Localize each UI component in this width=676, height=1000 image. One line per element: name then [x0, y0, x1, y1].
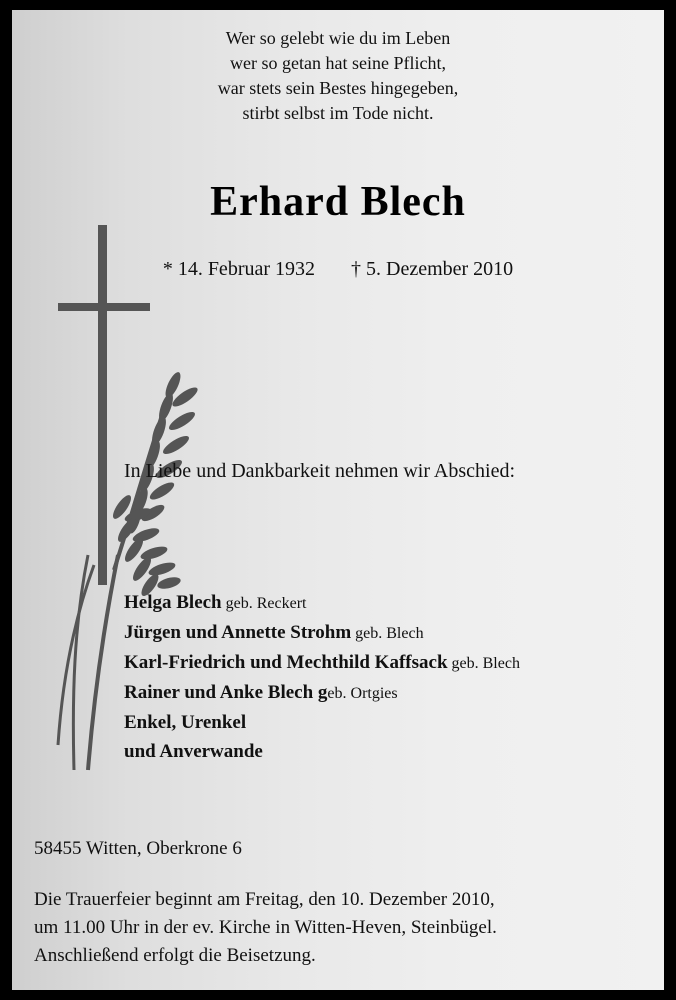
- verse-line: Wer so gelebt wie du im Leben: [225, 28, 451, 48]
- survivor-maiden: eb. Ortgies: [327, 685, 398, 702]
- service-details: [34, 886, 646, 970]
- deceased-name: Erhard Blech: [210, 179, 466, 225]
- service-line: Anschließend erfolgt die Beisetzung.: [34, 945, 316, 966]
- verse-block: [12, 26, 664, 126]
- list-item: [124, 678, 520, 708]
- list-item: [124, 708, 520, 737]
- death-date: † 5. Dezember 2010: [351, 258, 514, 280]
- verse-line: wer so getan hat seine Pflicht,: [230, 53, 446, 73]
- survivors-list: [124, 588, 520, 766]
- list-item: [124, 618, 520, 648]
- survivor-name: Enkel, Urenkel: [124, 712, 247, 733]
- survivor-name: Jürgen und Annette Strohm: [124, 622, 352, 643]
- survivor-name: Rainer und Anke Blech g: [124, 682, 328, 703]
- verse-line: war stets sein Bestes hingegeben,: [217, 78, 459, 98]
- survivor-maiden: geb. Blech: [351, 625, 424, 642]
- service-line: um 11.00 Uhr in der ev. Kirche in Witten-Heven, Steinbügel.: [34, 917, 497, 938]
- survivor-maiden: geb. Reckert: [221, 595, 307, 612]
- list-item: [124, 648, 520, 678]
- verse-line: stirbt selbst im Tode nicht.: [242, 103, 434, 123]
- survivor-name: Helga Blech: [124, 592, 222, 613]
- birth-date: * 14. Februar 1932: [162, 258, 316, 280]
- address-line: 58455 Witten, Oberkrone 6: [34, 838, 242, 859]
- survivor-name: Karl-Friedrich und Mechthild Kaffsack: [124, 652, 448, 673]
- service-line: Die Trauerfeier beginnt am Freitag, den 10. Dezember 2010,: [34, 889, 495, 910]
- farewell-line: In Liebe und Dankbarkeit nehmen wir Abschied:: [124, 460, 515, 482]
- survivor-name: und Anverwande: [124, 741, 263, 762]
- list-item: [124, 588, 520, 618]
- survivor-maiden: geb. Blech: [447, 655, 520, 672]
- obituary-card: [12, 10, 664, 990]
- list-item: [124, 737, 520, 766]
